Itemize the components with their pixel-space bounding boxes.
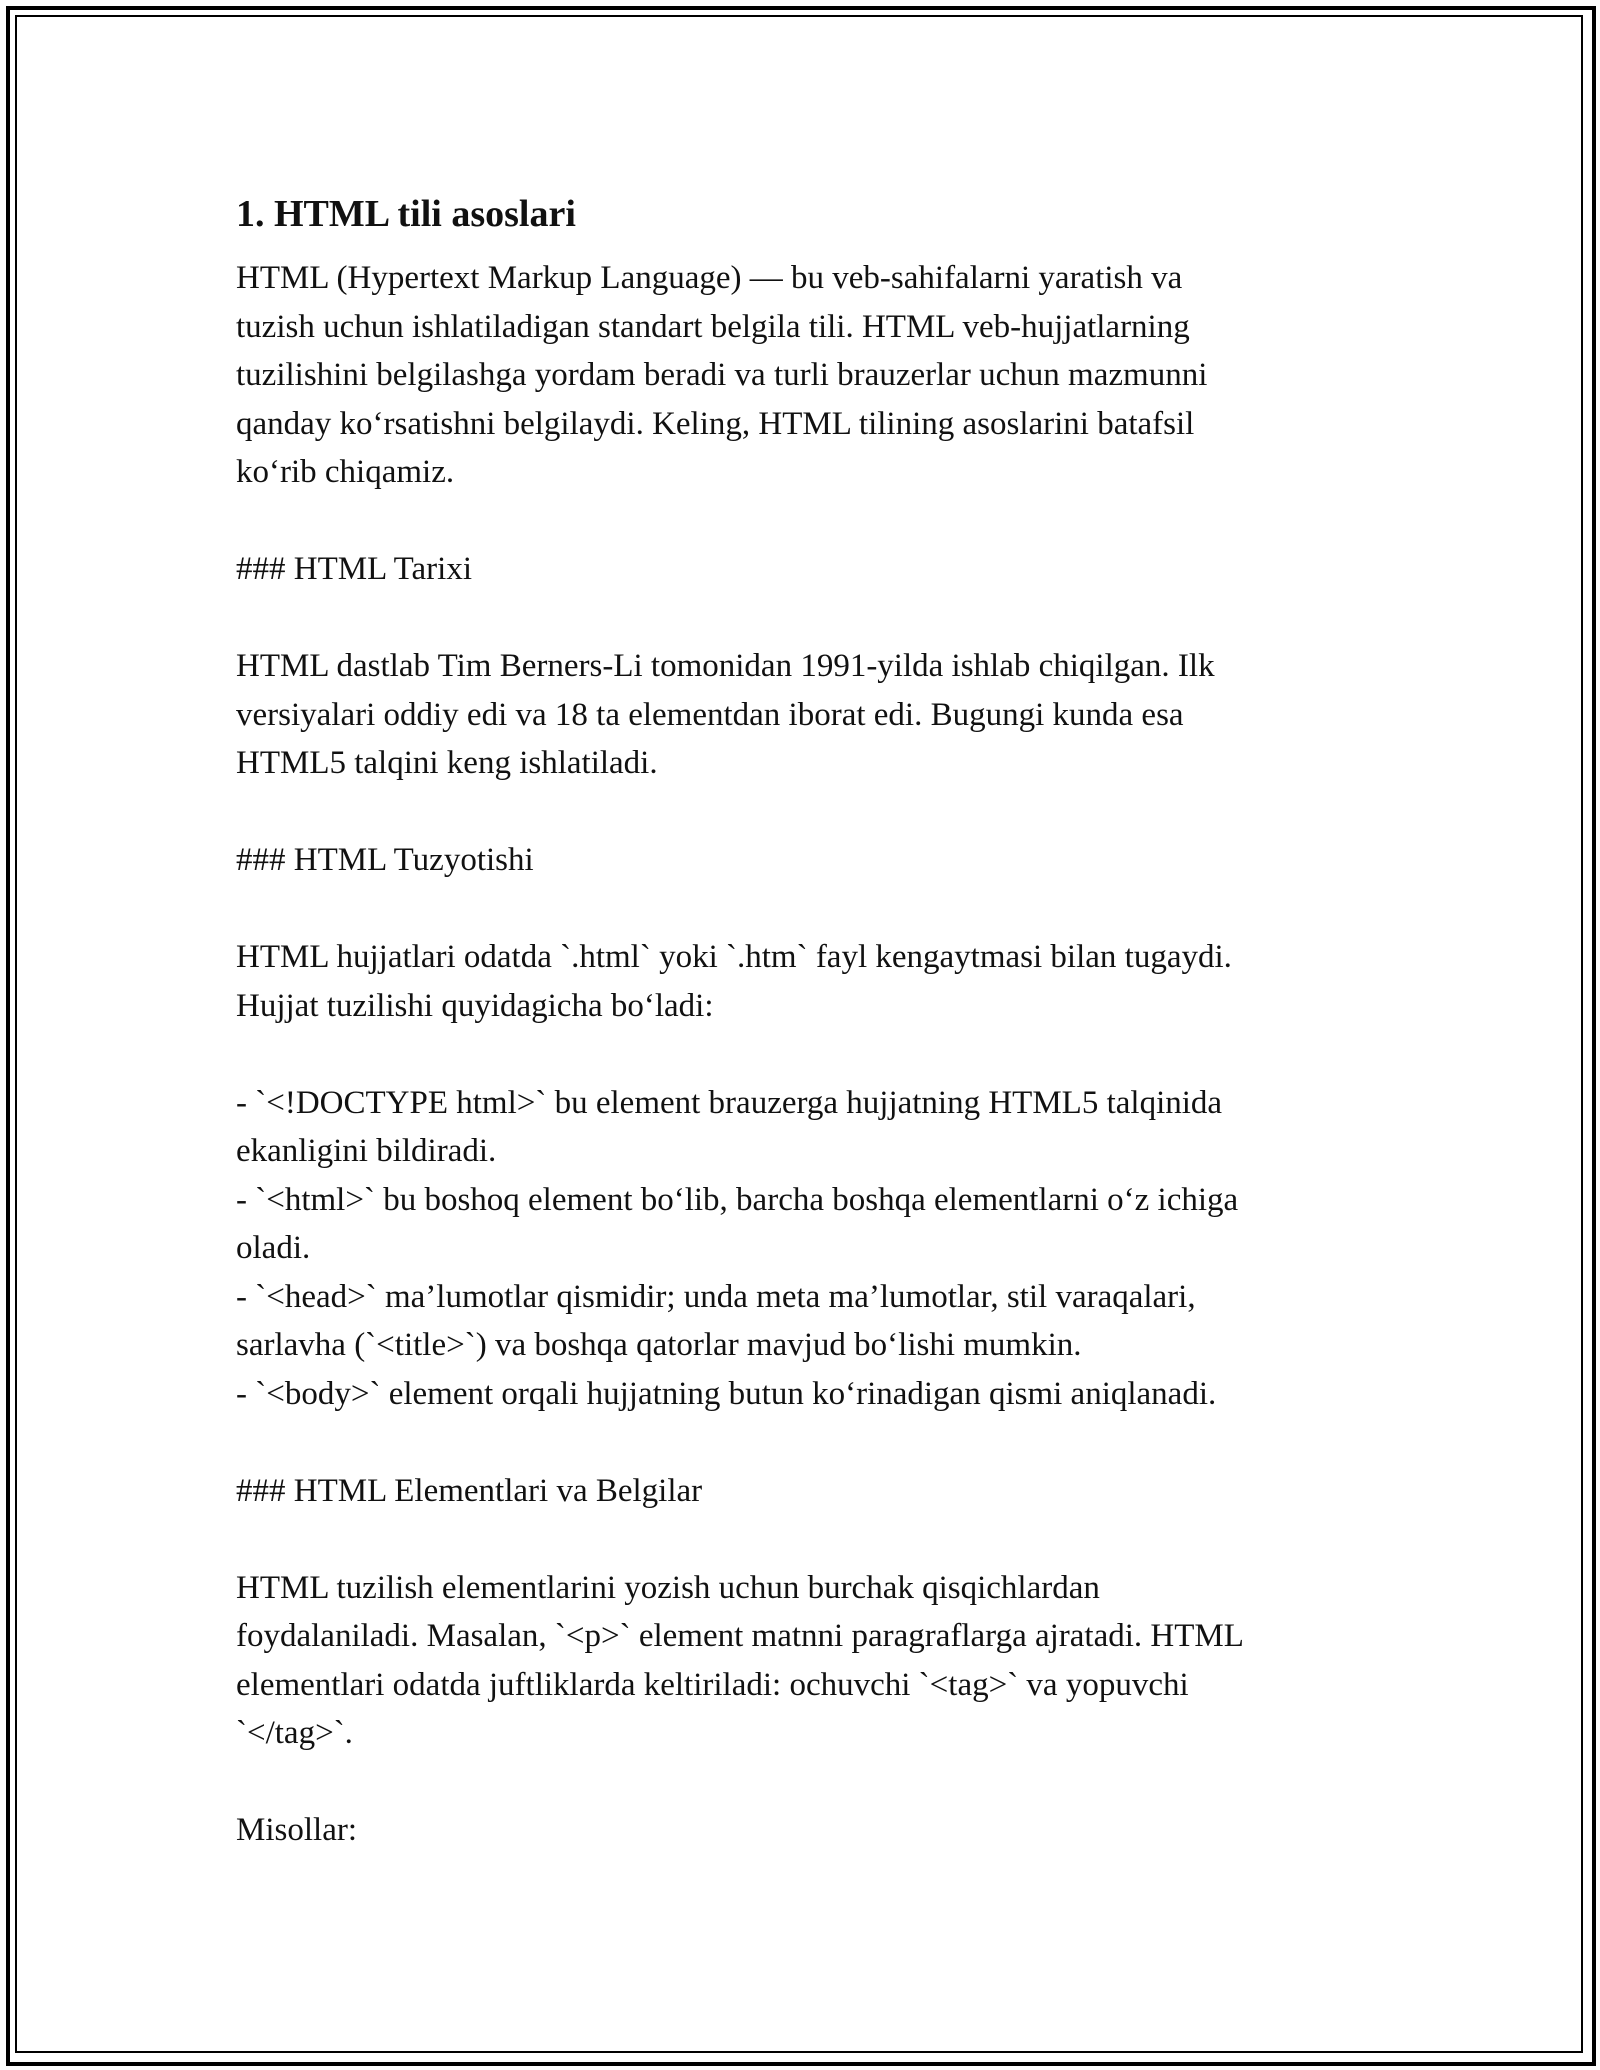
text-line: qanday koʻrsatishni belgilaydi. Keling, HTML tilining asoslarini batafsil <box>236 405 1195 442</box>
list-item-continuation: sarlavha (`<title>`) va boshqa qatorlar mavjud boʻlishi mumkin. <box>236 1327 1082 1363</box>
text-line: HTML tuzilish elementlarini yozish uchun burchak qisqichlardan <box>236 1569 1100 1606</box>
examples-label: Misollar: <box>236 1812 357 1848</box>
history-paragraph <box>236 642 1376 788</box>
text-line: tuzish uchun ishlatiladigan standart belgila tili. HTML veb-hujjatlarning <box>236 308 1190 345</box>
section-heading-history: ### HTML Tarixi <box>236 551 472 587</box>
list-item: - `<body>` element orqali hujjatning butun koʻrinadigan qismi aniqlanadi. <box>236 1375 1217 1412</box>
list-item: - `<!DOCTYPE html>` bu element brauzerga hujjatning HTML5 talqinida <box>236 1084 1223 1121</box>
list-item: - `<head>` ma’lumotlar qismidir; unda meta ma’lumotlar, stil varaqalari, <box>236 1278 1196 1315</box>
list-item: - `<html>` bu boshoq element boʻlib, barcha boshqa elementlarni oʻz ichiga <box>236 1181 1239 1218</box>
text-line: koʻrib chiqamiz. <box>236 454 455 490</box>
structure-list <box>236 1079 1376 1419</box>
elements-paragraph <box>236 1564 1376 1758</box>
spacer <box>236 497 1376 546</box>
spacer <box>236 1030 1376 1079</box>
spacer <box>236 1758 1376 1807</box>
text-line: HTML5 talqini keng ishlatiladi. <box>236 745 658 781</box>
intro-paragraph <box>236 254 1376 497</box>
spacer <box>236 788 1376 837</box>
text-line: versiyalari oddiy edi va 18 ta elementdan iborat edi. Bugungi kunda esa <box>236 696 1184 733</box>
list-item-continuation: oladi. <box>236 1230 311 1266</box>
text-line: Hujjat tuzilishi quyidagicha boʻladi: <box>236 987 714 1024</box>
list-item-continuation: ekanligini bildiradi. <box>236 1133 497 1169</box>
text-line: HTML dastlab Tim Berners-Li tomonidan 1991-yilda ishlab chiqilgan. Ilk <box>236 648 1215 684</box>
text-line: `</tag>`. <box>236 1715 353 1751</box>
text-line: tuzilishini belgilashga yordam beradi va turli brauzerlar uchun mazmunni <box>236 357 1208 393</box>
section-heading-structure: ### HTML Tuzyotishi <box>236 842 534 878</box>
text-line: HTML hujjatlari odatda `.html` yoki `.htm` fayl kengaytmasi bilan tugaydi. <box>236 939 1232 975</box>
structure-paragraph <box>236 933 1376 1030</box>
text-line: HTML (Hypertext Markup Language) — bu veb-sahifalarni yaratish va <box>236 260 1183 296</box>
document-heading: 1. HTML tili asoslari <box>236 193 576 235</box>
spacer <box>236 885 1376 934</box>
spacer <box>236 1418 1376 1467</box>
text-line: elementlari odatda juftliklarda keltiriladi: ochuvchi `<tag>` va yopuvchi <box>236 1666 1189 1703</box>
text-line: foydalaniladi. Masalan, `<p>` element matnni paragraflarga ajratadi. HTML <box>236 1618 1244 1654</box>
document-body <box>236 186 1376 1855</box>
section-heading-elements: ### HTML Elementlari va Belgilar <box>236 1472 703 1509</box>
spacer <box>236 594 1376 643</box>
spacer <box>236 1515 1376 1564</box>
